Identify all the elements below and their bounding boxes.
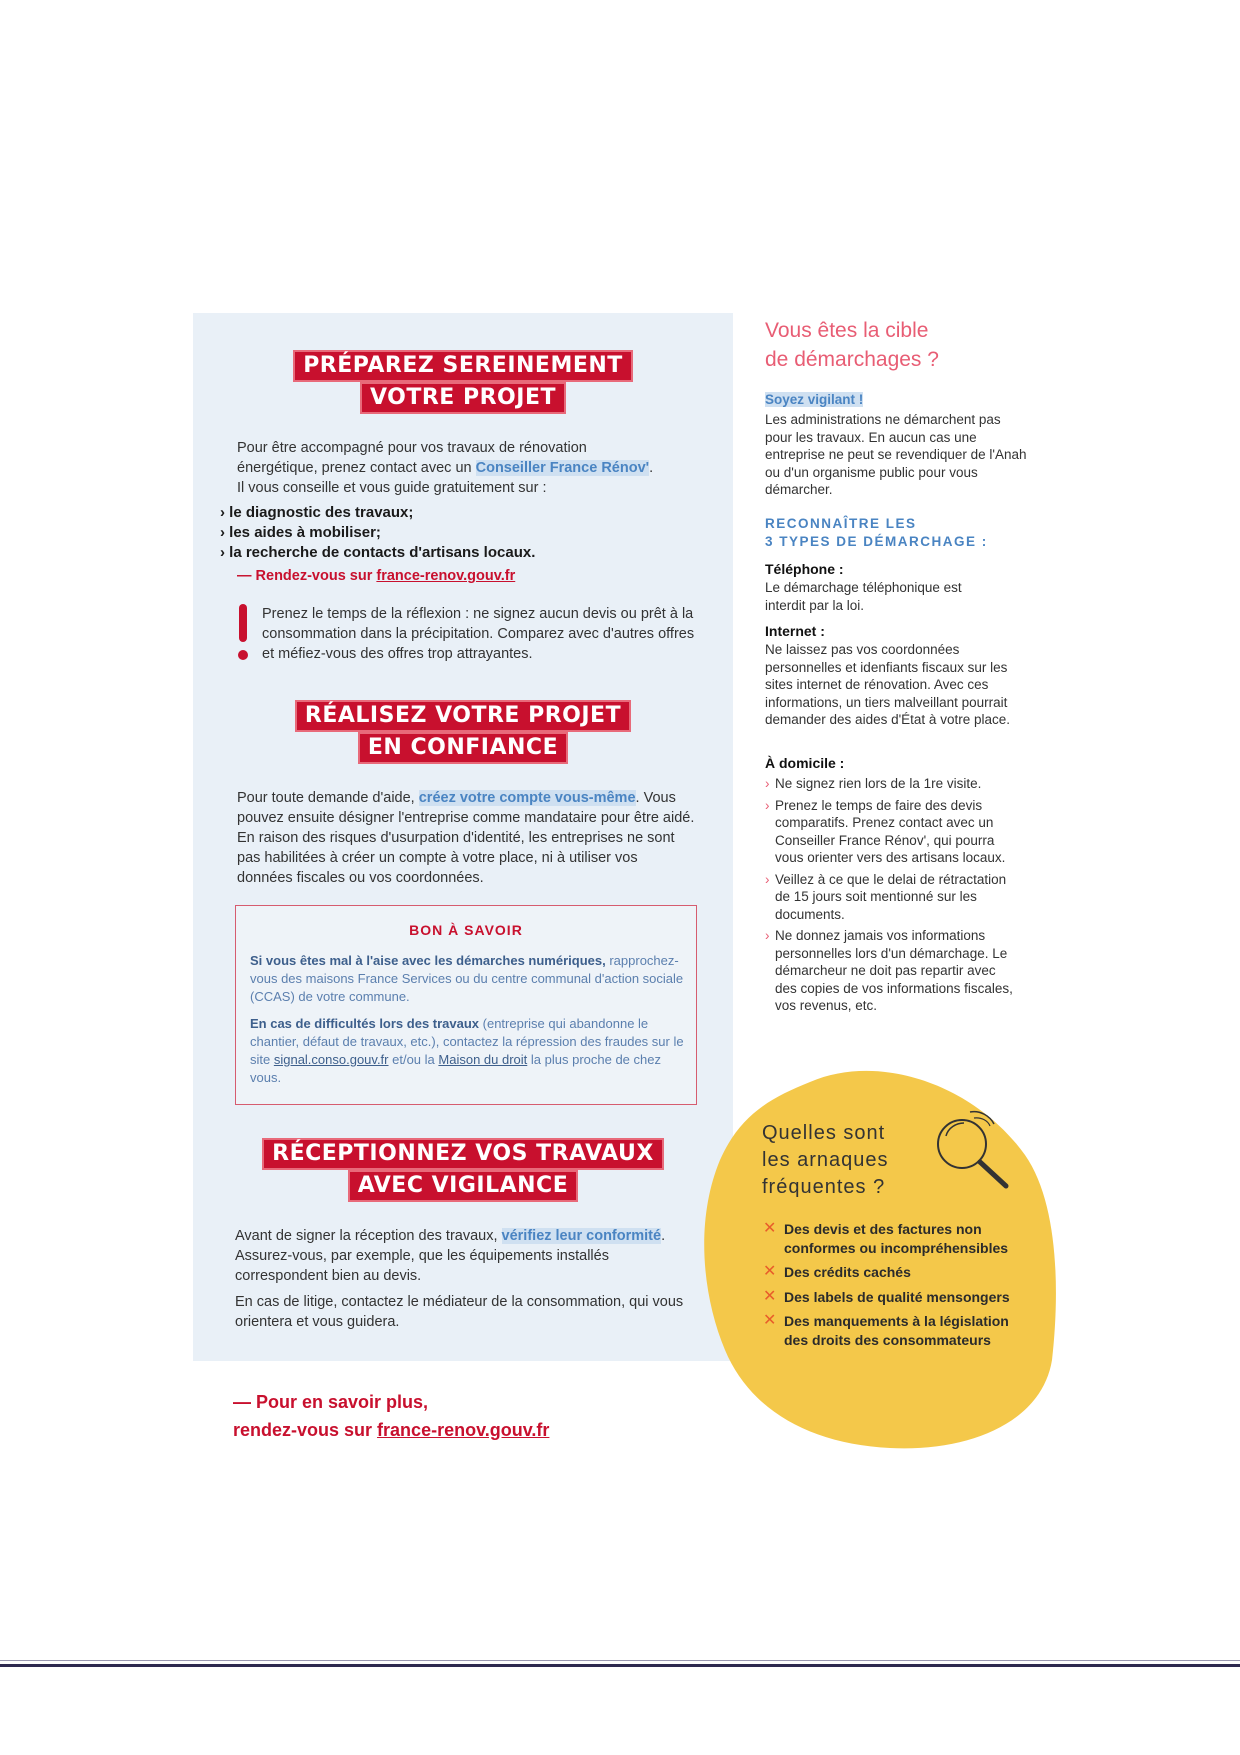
domicile-list — [765, 775, 1020, 1019]
types-heading: RECONNAÎTRE LES 3 TYPES DE DÉMARCHAGE : — [765, 516, 988, 549]
section2-title-line2: EN CONFIANCE — [358, 732, 568, 764]
section3-title-line1: RÉCEPTIONNEZ VOS TRAVAUX — [262, 1138, 664, 1170]
section3-paragraph-1: Avant de signer la réception des travaux, vérifiez leur conformité. Assurez-vous, par exemple, que les équipements installés correspondent bien au devis. — [235, 1228, 666, 1284]
list-item: ✕ Des manquements à la législation des droits des consommateurs — [763, 1312, 1009, 1348]
magnifier-icon — [928, 1108, 1020, 1194]
cross-icon: ✕ — [763, 1220, 777, 1237]
internet-heading: Internet : — [765, 623, 825, 639]
warning-exclamation-icon — [236, 604, 250, 662]
section3-title — [193, 1138, 733, 1202]
box-paragraph-2: En cas de difficultés lors des travaux (entreprise qui abandonne le chantier, défaut de travaux, etc.), contactez la répression des fraudes sur le site signal.conso.gouv.fr et/ou la Maison du droit la plus proche de chez vous. — [250, 1016, 684, 1085]
creez-compte-highlight: créez votre compte vous-même — [418, 790, 636, 806]
box-title: BON À SAVOIR — [409, 922, 523, 938]
section1-bullets — [220, 503, 535, 563]
conseiller-highlight: Conseiller France Rénov' — [475, 460, 650, 476]
telephone-text: Le démarchage téléphonique est interdit par la loi. — [765, 580, 962, 613]
verifiez-highlight: vérifiez leur conformité — [501, 1228, 662, 1244]
list-item: ✕ Des devis et des factures non conformes ou incompréhensibles — [763, 1220, 1009, 1256]
list-item: › Ne signez rien lors de la 1re visite. — [765, 775, 1020, 793]
cross-icon: ✕ — [763, 1312, 777, 1329]
scam-list — [763, 1220, 1033, 1355]
list-item: › Veillez à ce que le delai de rétractation de 15 jours soit mentionné sur les documents. — [765, 871, 1020, 924]
section1-title-line2: VOTRE PROJET — [360, 382, 566, 414]
list-item: › le diagnostic des travaux; — [220, 503, 535, 523]
cross-icon: ✕ — [763, 1287, 777, 1305]
internet-text: Ne laissez pas vos coordonnées personnelles et idenfiants fiscaux sur les sites internet de rénovation. Avec ces informations, un tiers malveillant pourrait demander des aides d'État à votre place. — [765, 642, 1010, 727]
cross-icon: ✕ — [763, 1263, 777, 1280]
warning-text: Prenez le temps de la réflexion : ne signez aucun devis ou prêt à la consommation dans la précipitation. Comparez avec d'autres offres et méfiez-vous des offres trop attrayantes. — [262, 606, 695, 662]
section3-paragraph-2: En cas de litige, contactez le médiateur de la consommation, qui vous orientera et vous guidera. — [235, 1294, 684, 1330]
list-item: › les aides à mobiliser; — [220, 523, 535, 543]
signal-conso-link[interactable]: signal.conso.gouv.fr — [273, 1052, 389, 1067]
vigilant-label: Soyez vigilant ! — [765, 392, 864, 407]
list-item: › la recherche de contacts d'artisans locaux. — [220, 543, 535, 563]
section2-title-line1: RÉALISEZ VOTRE PROJET — [295, 700, 631, 732]
bon-a-savoir-box — [235, 905, 697, 1105]
scan-divider-faint — [0, 1660, 1240, 1661]
section1-title — [193, 350, 733, 414]
footer-more-info: — Pour en savoir plus, rendez-vous sur france-renov.gouv.fr — [233, 1392, 550, 1440]
section2-title — [193, 700, 733, 764]
box-paragraph-1: Si vous êtes mal à l'aise avec les démarches numériques, rapprochez-vous des maisons France Services ou du centre communal d'action sociale (CCAS) de votre commune. — [250, 953, 684, 1004]
domicile-heading: À domicile : — [765, 755, 845, 771]
scan-divider — [0, 1664, 1240, 1667]
section1-link: — Rendez-vous sur france-renov.gouv.fr — [237, 568, 516, 584]
list-item: ✕ Des crédits cachés — [763, 1263, 911, 1280]
footer-france-renov-link[interactable]: france-renov.gouv.fr — [377, 1420, 550, 1440]
section2-paragraph: Pour toute demande d'aide, créez votre compte vous-même. Vous pouvez ensuite désigner l'entreprise comme mandataire pour être aidé. En raison des risques d'usurpation d'identité, les entreprises ne sont pas habilitées à créer un compte à votre place, ni à utiliser vos données fiscales ou vos coordonnées. — [237, 790, 695, 886]
list-item: › Ne donnez jamais vos informations personnelles lors d'un démarchage. Le démarcheur ne doit pas repartir avec des copies de vos informations fiscales, vos revenus, etc. — [765, 927, 1020, 1015]
right-title: Vous êtes la cible de démarchages ? — [765, 319, 939, 371]
section3-title-line2: AVEC VIGILANCE — [348, 1170, 578, 1202]
vigilant-text: Les administrations ne démarchent pas pour les travaux. En aucun cas une entreprise ne peut se revendiquer de l'Anah ou d'un organisme public pour vous démarcher. — [765, 412, 1027, 497]
france-renov-link[interactable]: france-renov.gouv.fr — [376, 568, 516, 584]
section1-title-line1: PRÉPAREZ SEREINEMENT — [293, 350, 633, 382]
maison-du-droit-link[interactable]: Maison du droit — [438, 1052, 528, 1067]
list-item: › Prenez le temps de faire des devis comparatifs. Prenez contact avec un Conseiller France Rénov', qui pourra vous orienter vers des artisans locaux. — [765, 797, 1020, 867]
list-item: ✕ Des labels de qualité mensongers — [763, 1287, 1010, 1305]
scam-title: Quelles sont les arnaques fréquentes ? — [762, 1122, 889, 1198]
section1-intro: Pour être accompagné pour vos travaux de rénovation énergétique, prenez contact avec un Conseiller France Rénov'. Il vous conseille et vous guide gratuitement sur : — [237, 440, 654, 496]
telephone-heading: Téléphone : — [765, 561, 844, 577]
